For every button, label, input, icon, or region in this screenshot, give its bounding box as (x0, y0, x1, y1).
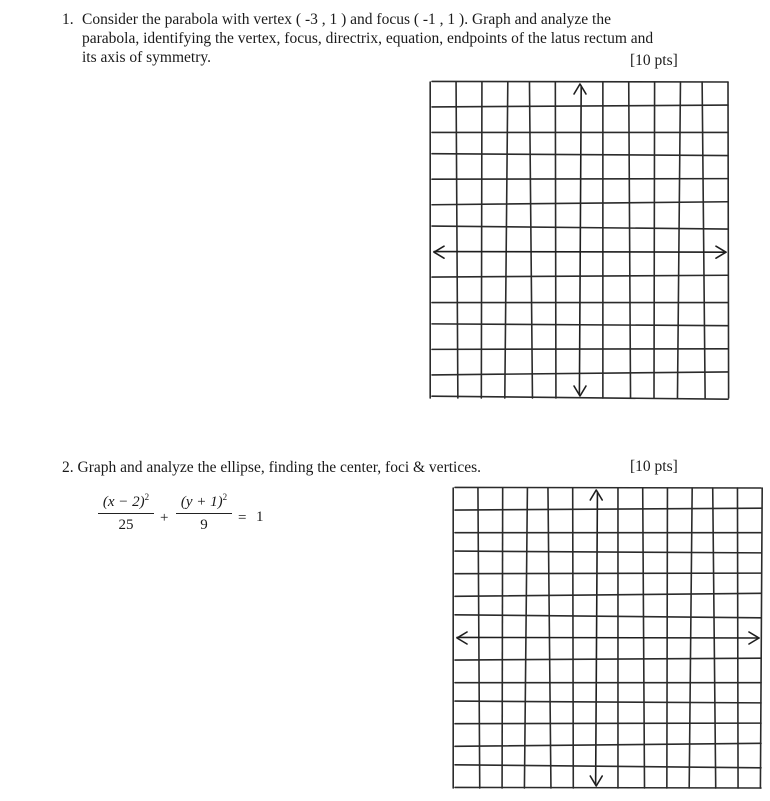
fraction-1-exponent: 2 (144, 492, 150, 502)
grid-vertical-line (505, 82, 508, 398)
grid-horizontal-line (432, 275, 728, 277)
grid-vertical-line (629, 82, 631, 398)
plus-sign: + (160, 510, 169, 526)
graph-grid-2[interactable] (455, 488, 761, 788)
fraction-1-denominator: 25 (118, 517, 134, 533)
grid-vertical-line (555, 82, 556, 398)
problem-2-number: 2. (62, 459, 74, 476)
problem-2-points: [10 pts] (630, 458, 678, 475)
grid-vertical-line (702, 82, 705, 398)
grid-horizontal-line (455, 787, 761, 788)
grid-horizontal-line (455, 593, 761, 596)
grid-vertical-line (529, 82, 532, 398)
problem-1-line-1: Consider the parabola with vertex ( -3 , 1 ) and focus ( -1 , 1 ). Graph and analyze the (82, 11, 611, 28)
grid-horizontal-line (432, 105, 728, 107)
problem-1-number: 1. (62, 11, 74, 28)
y-axis-up-arrow (590, 490, 602, 500)
grid-horizontal-line (455, 508, 761, 510)
grid-horizontal-line (432, 324, 728, 326)
problem-2-prompt: Graph and analyze the ellipse, finding the center, foci & vertices. (77, 459, 482, 476)
fraction-1 (98, 492, 154, 534)
grid-horizontal-line (432, 349, 728, 350)
x-axis (434, 252, 726, 253)
problem-1-text (62, 10, 722, 67)
grid-horizontal-line (432, 81, 728, 82)
graph-grid-1[interactable] (432, 82, 728, 398)
grid-vertical-line (728, 82, 729, 398)
fraction-2-denominator: 9 (200, 517, 208, 533)
fraction-1-numerator: (x − 2) (102, 494, 145, 510)
problem-2-text (62, 458, 481, 477)
equals-sign: = (238, 510, 247, 526)
grid-horizontal-line (455, 551, 761, 553)
grid-vertical-line (654, 82, 655, 398)
equation-rhs: 1 (256, 509, 264, 525)
grid-horizontal-line (455, 723, 761, 724)
grid-vertical-line (456, 82, 458, 398)
grid-horizontal-line (455, 487, 761, 488)
x-axis (457, 637, 759, 638)
grid-horizontal-line (455, 573, 761, 574)
fraction-2-numerator: (y + 1) (180, 494, 223, 510)
fraction-2-exponent: 2 (222, 492, 228, 502)
grid-horizontal-line (432, 154, 728, 156)
grid-horizontal-line (432, 179, 728, 180)
grid-horizontal-line (455, 615, 761, 618)
problem-1-line-3: its axis of symmetry. (82, 49, 212, 66)
fraction-2 (176, 492, 232, 534)
problem-1-line-2: parabola, identifying the vertex, focus, directrix, equation, endpoints of the latus rectum and (82, 30, 654, 47)
grid-vertical-line (481, 82, 482, 398)
y-axis-up-arrow (574, 84, 586, 94)
problem-1-points: [10 pts] (630, 52, 678, 69)
grid-vertical-line (677, 82, 680, 398)
